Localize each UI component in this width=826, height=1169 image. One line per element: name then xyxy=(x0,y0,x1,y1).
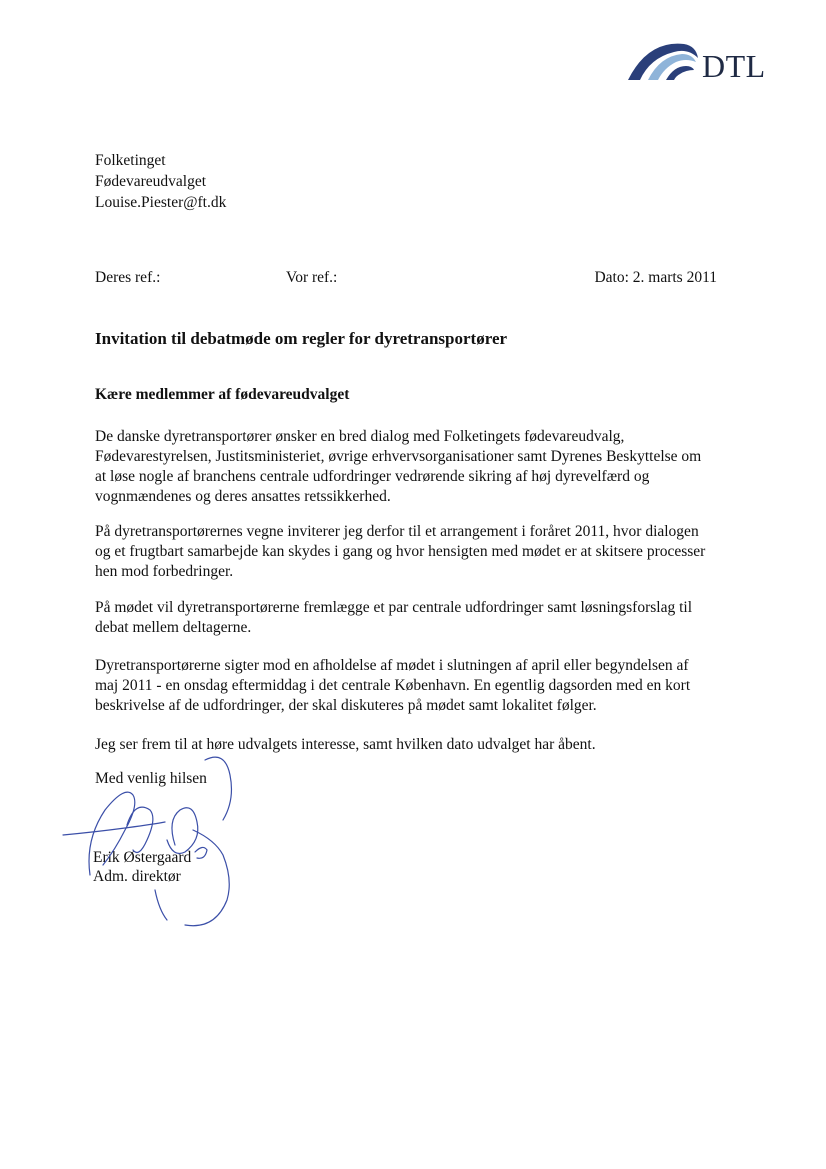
dtl-arc-icon xyxy=(626,38,706,88)
signatory-role: Adm. direktør xyxy=(93,868,181,885)
handwritten-signature xyxy=(55,740,265,940)
body-paragraph: På dyretransportørernes vegne inviterer jeg derfor til et arrangement i foråret 2011, hvor dialogen og et frugtbart samarbejde kan skydes i gang og hvor hensigten med mødet er at skitsere processer hen mod forbedringer. xyxy=(95,523,706,580)
body-paragraph: Dyretransportørerne sigter mod en afholdelse af mødet i slutningen af april eller begyndelsen af maj 2011 - en onsdag eftermiddag i det centrale København. En egentlig dagsorden med en kort beskrivelse af de udfordringer, der skal diskuteres på mødet samt lokalitet følger. xyxy=(95,657,691,714)
recipient-line: Folketinget xyxy=(95,152,166,169)
recipient-address xyxy=(95,150,226,213)
letter-title: Invitation til debatmøde om regler for dyretransportører xyxy=(95,329,508,348)
vor-ref: Vor ref.: xyxy=(286,269,338,286)
reference-row xyxy=(95,269,717,291)
dtl-logo xyxy=(626,38,786,88)
recipient-email: Louise.Piester@ft.dk xyxy=(95,194,227,211)
signatory-name: Erik Østergaard xyxy=(93,849,192,866)
closing: Med venlig hilsen xyxy=(95,770,207,787)
body-paragraph: Jeg ser frem til at høre udvalgets interesse, samt hvilken dato udvalget har åbent. xyxy=(95,736,596,753)
date: Dato: 2. marts 2011 xyxy=(594,269,717,286)
body-paragraph: De danske dyretransportører ønsker en bred dialog med Folketingets fødevareudvalg, Fødevarestyrelsen, Justitsministeriet, øvrige erhvervsorganisationer samt Dyrenes Beskyttelse om at løse nogle af branchens centrale udfordringer vedrørende sikring af høj dyrevelfærd og vognmændenes og deres ansattes retssikkerhed. xyxy=(95,428,702,505)
recipient-line: Fødevareudvalget xyxy=(95,173,207,190)
logo-text: DTL xyxy=(702,48,766,84)
salutation: Kære medlemmer af fødevareudvalget xyxy=(95,386,350,403)
body-paragraph: På mødet vil dyretransportørerne fremlægge et par centrale udfordringer samt løsningsforslag til debat mellem deltagerne. xyxy=(95,599,692,636)
deres-ref: Deres ref.: xyxy=(95,269,161,286)
